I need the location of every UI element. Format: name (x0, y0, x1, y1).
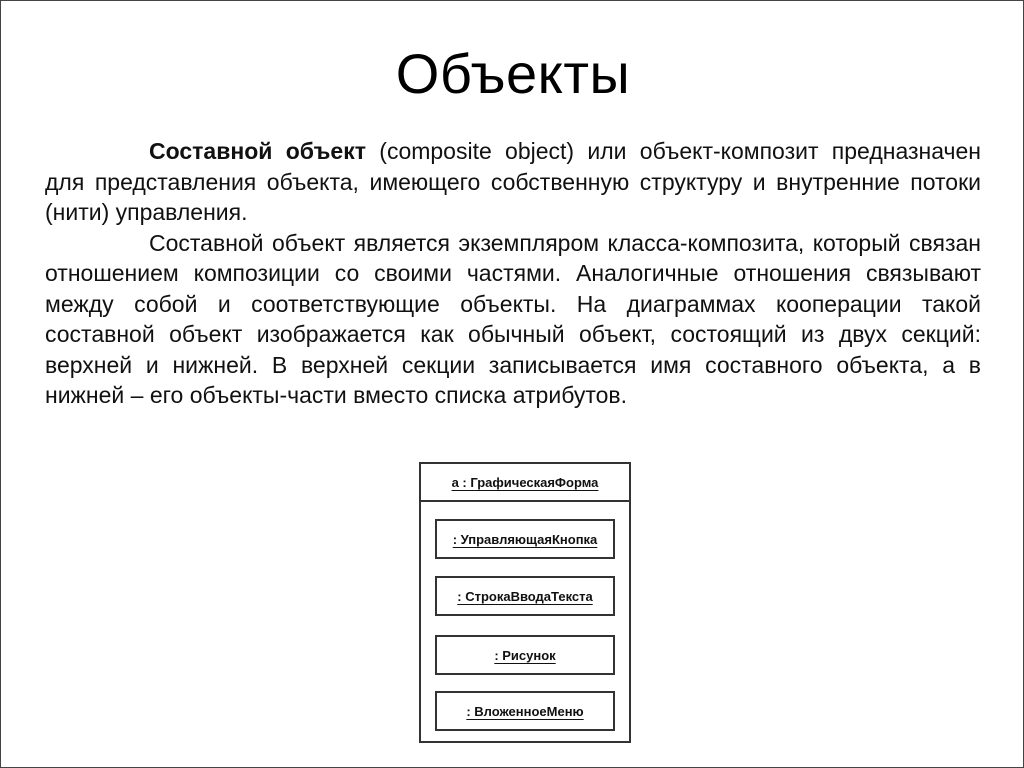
uml-part-label: : СтрокаВводаТекста (457, 588, 593, 604)
uml-composite-header (421, 464, 629, 502)
uml-part-label: : УправляющаяКнопка (452, 531, 598, 547)
paragraph-composite-description: Составной объект является экземпляром класса-композита, который связан отношением композиции со своими частями. Аналогичные отношения связывают между собой и соответствующие объекты. На диаграммах кооперации такой составной объект изображается как обычный объект, состоящий из двух секций: верхней и нижней. В верхней секции записывается имя составного объекта, а в нижней – его объекты-части вместо списка атрибутов. (45, 229, 981, 408)
uml-composite-object (419, 462, 631, 743)
term-composite-object: Составной объект (149, 138, 366, 164)
body-text (45, 136, 981, 411)
uml-composite-name: а : ГрафическаяФорма (451, 474, 599, 490)
paragraph-composite-definition (45, 136, 981, 228)
slide-title: Объекты (395, 42, 631, 105)
uml-part-label: : Рисунок (494, 647, 556, 663)
paragraph-1-text: (composite object) или объект-композит предназначен для представления объекта, имеющего собственную структуру и внутренние потоки (нити) управления. (45, 138, 981, 225)
uml-part-object (435, 576, 615, 616)
uml-part-object (435, 519, 615, 559)
uml-part-object (435, 635, 615, 675)
uml-part-label: : ВложенноеМеню (466, 703, 584, 719)
uml-part-object (435, 691, 615, 731)
